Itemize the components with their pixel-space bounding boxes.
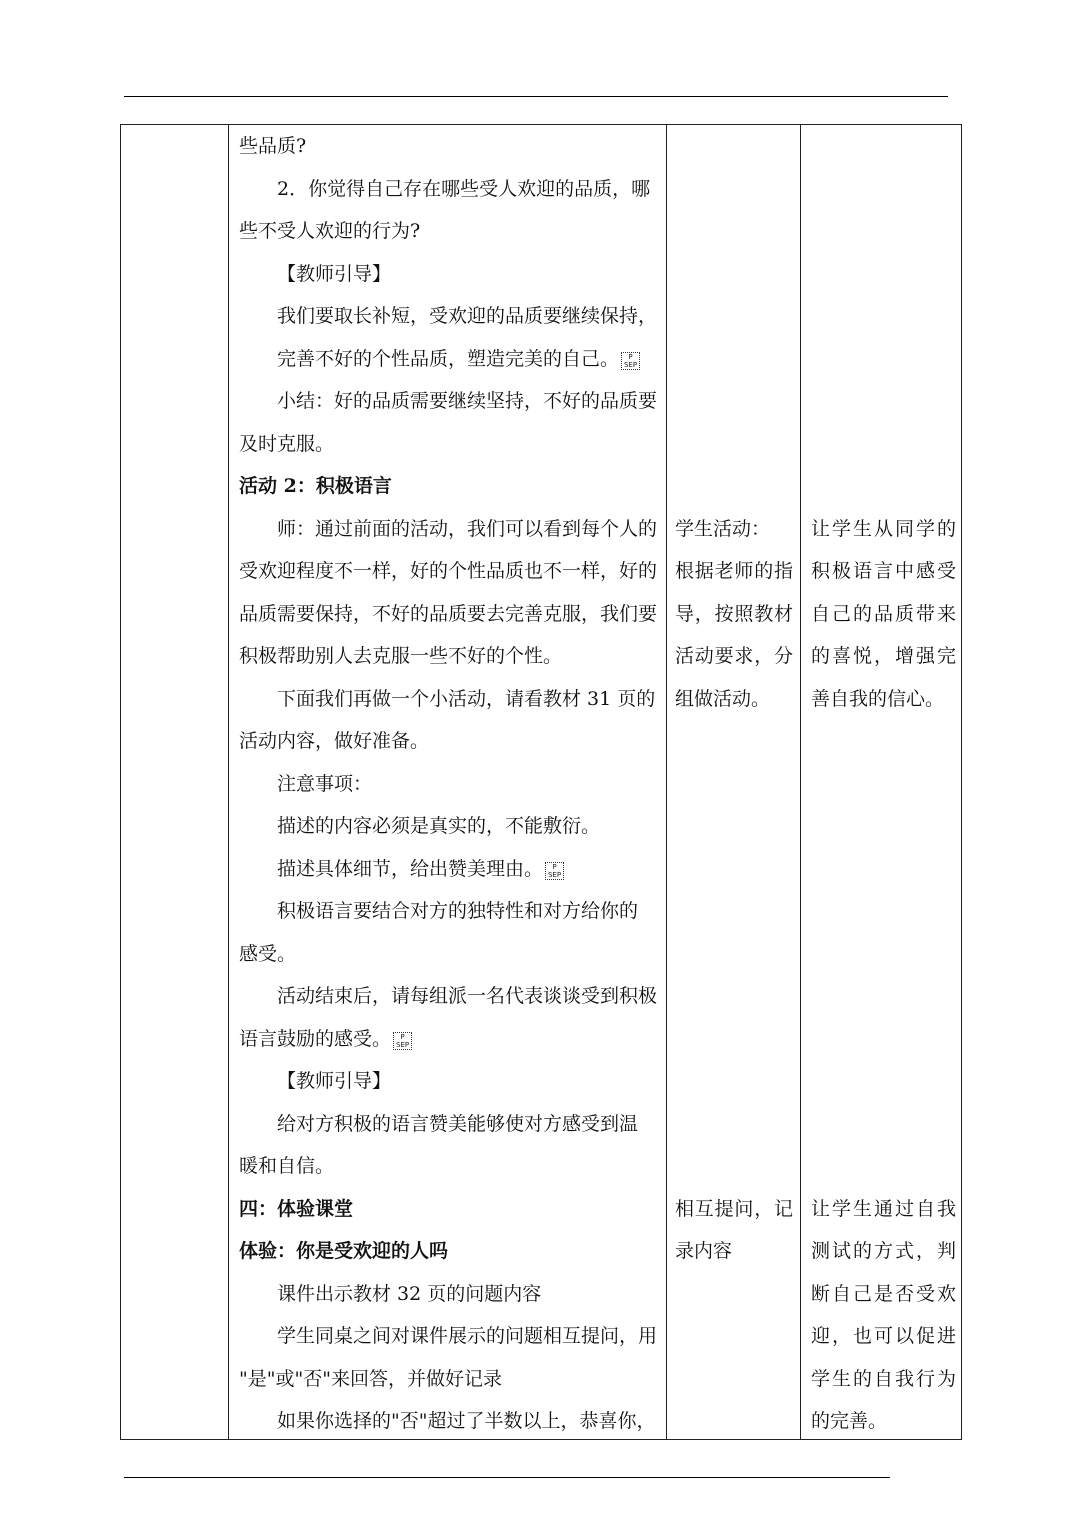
design-intent-line: 让学生从同学的 [811,517,956,540]
text-line: 描述的内容必须是真实的，不能敷衍。 [277,815,601,837]
design-intent-line: 积极语言中感受 [811,560,956,582]
text-span: 描述具体细节，给出赞美理由。 [277,857,544,880]
design-intent-line: 善自我的信心。 [811,687,945,710]
text-line: 活动内容，做好准备。 [239,730,430,752]
sep-mark-bottom: SEP [547,870,562,879]
sep-mark-bottom: SEP [395,1040,410,1049]
text-line: 我们要取长补短，受欢迎的品质要继续保持， [277,305,657,327]
sep-mark-bottom: SEP [623,360,638,369]
text-line: 学生同桌之间对课件展示的问题相互提问，用 [277,1325,657,1347]
text-line: 注意事项： [277,772,373,795]
sep-mark-top: P [628,352,633,361]
teacher-guide-heading: 【教师引导】 [277,262,392,285]
design-intent-line: 的完善。 [811,1410,888,1432]
lesson-plan-table [120,124,962,1440]
text-line [239,1018,657,1061]
design-intent-line: 迎，也可以促进 [811,1325,956,1347]
sep-mark-icon [545,862,564,880]
column-divider [666,125,667,1439]
design-intent-line: 自己的品质带来 [811,602,956,625]
text-line: 小结：好的品质需要继续坚持，不好的品质要 [277,390,657,412]
text-line: 活动结束后，请每组派一名代表谈谈受到积极 [277,985,657,1007]
text-line: "是"或"否"来回答，并做好记录 [239,1367,502,1390]
sep-mark-top: P [400,1032,405,1041]
text-line: 积极帮助别人去克服一些不好的个性。 [239,645,563,667]
design-intent-line: 让学生通过自我 [811,1197,956,1220]
text-span: 语言鼓励的感受。 [239,1027,392,1050]
footer-rule [124,1477,890,1478]
text-line: 感受。 [239,942,297,965]
sep-mark-icon [621,352,640,370]
design-intent-line: 断自己是否受欢 [811,1282,956,1305]
text-line: 积极语言要结合对方的独特性和对方给你的 [277,900,639,922]
text-line: 些不受人欢迎的行为? [239,220,421,242]
activity-2-heading: 活动 2：积极语言 [239,475,392,497]
text-line: 些品质? [239,135,307,157]
text-line: 下面我们再做一个小活动，请看教材 31 页的 [277,687,656,710]
teacher-guide-heading: 【教师引导】 [277,1070,392,1092]
student-activity-line: 根据老师的指 [675,560,793,582]
design-intent-column [811,125,956,1443]
text-line: 及时克服。 [239,432,335,455]
student-activity-column [675,125,793,1273]
text-line: 暖和自信。 [239,1155,335,1177]
student-activity-line: 学生活动： [675,517,771,540]
text-line [239,848,657,891]
text-span: 完善不好的个性品质，塑造完美的自己。 [277,347,620,370]
design-intent-line: 测试的方式，判 [811,1240,956,1262]
text-line: 2．你觉得自己存在哪些受人欢迎的品质，哪 [277,177,651,200]
section-4-heading: 四：体验课堂 [239,1197,354,1220]
design-intent-line: 学生的自我行为 [811,1367,956,1390]
design-intent-line: 的喜悦，增强完 [811,645,956,667]
sep-mark-icon [393,1032,412,1050]
text-line [239,338,657,381]
student-activity-line: 相互提问，记 [675,1197,793,1220]
teaching-process-column [239,125,657,1443]
sep-mark-top: P [552,862,557,871]
text-line: 给对方积极的语言赞美能够使对方感受到温 [277,1112,639,1135]
student-activity-line: 录内容 [675,1240,733,1262]
student-activity-line: 组做活动。 [675,687,771,710]
header-rule [124,96,948,97]
student-activity-line: 导，按照教材 [675,602,793,625]
student-activity-line: 活动要求，分 [675,645,793,667]
experience-heading: 体验：你是受欢迎的人吗 [239,1240,449,1262]
text-line: 师：通过前面的活动，我们可以看到每个人的 [277,517,657,540]
text-line: 课件出示教材 32 页的问题内容 [277,1282,542,1305]
text-line: 品质需要保持，不好的品质要去完善克服，我们要 [239,602,657,625]
column-divider [228,125,229,1439]
text-line: 如果你选择的"否"超过了半数以上，恭喜你， [277,1410,656,1432]
text-line: 受欢迎程度不一样，好的个性品质也不一样，好的 [239,560,657,582]
column-divider [800,125,801,1439]
